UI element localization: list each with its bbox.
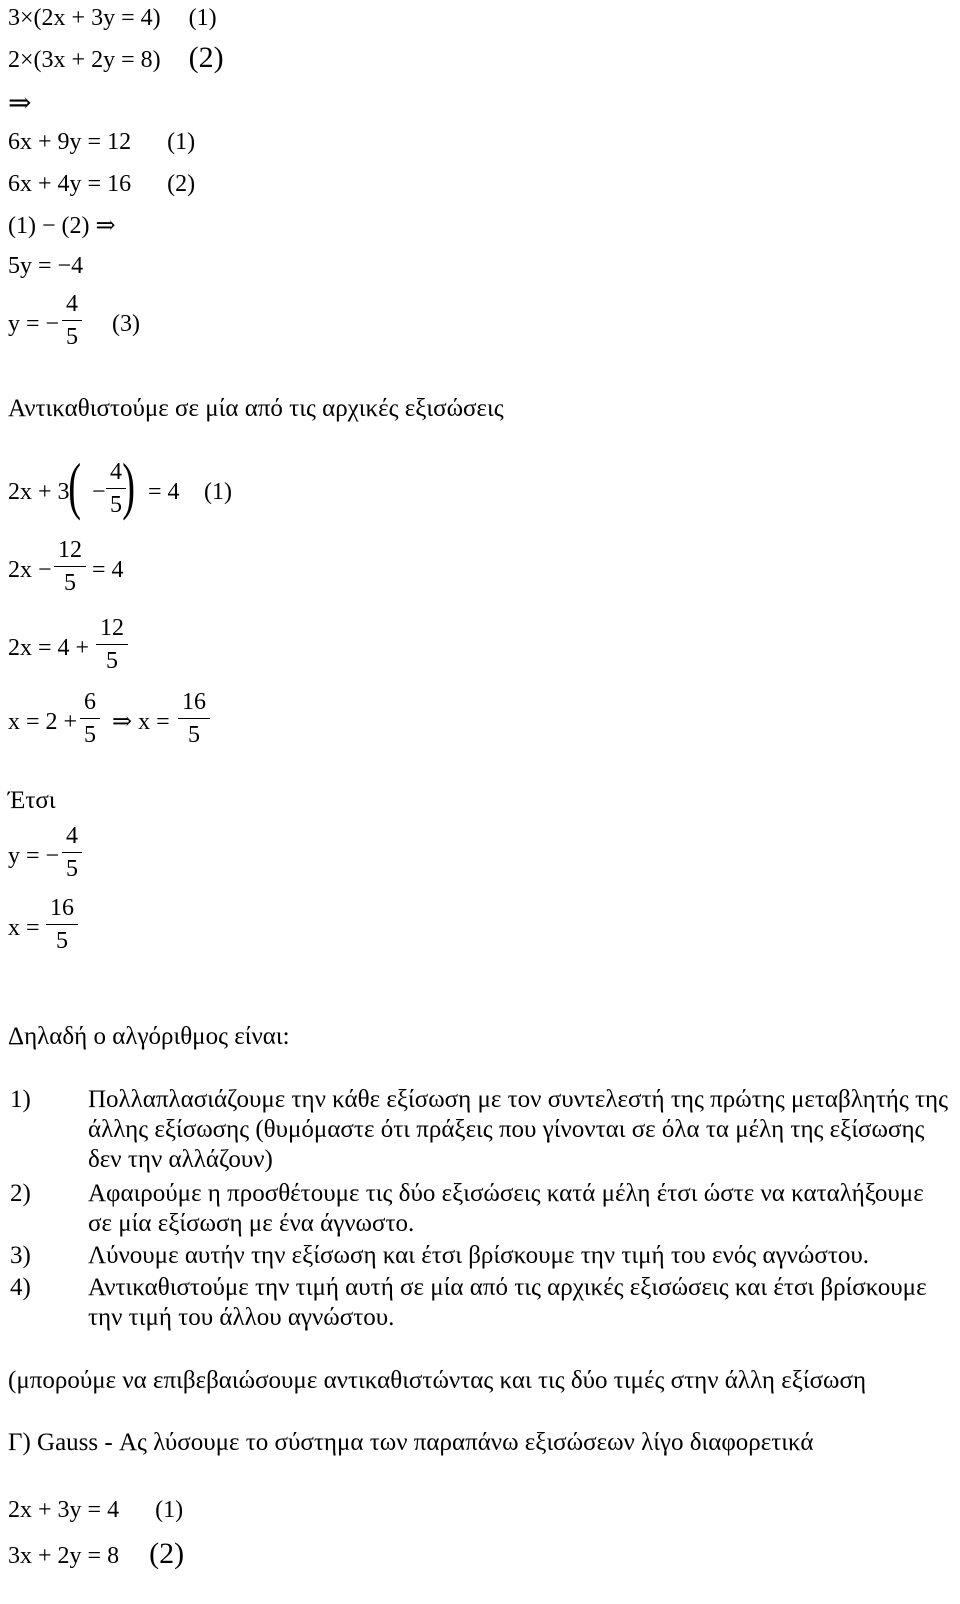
sub-line-3-lhs: 2x = 4 + [8,635,90,661]
equation-tag: (2) [149,1537,185,1570]
equation-line-2 [8,41,224,74]
fraction-sub-2 [54,536,86,597]
right-paren: ) [122,450,136,521]
fraction-denominator: 5 [66,324,78,350]
substitute-paragraph: Αντικαθιστούμε σε μία από τις αρχικές εξισώσεις [8,395,504,422]
thus-label: Έτσι [8,787,56,814]
fraction-numerator: 4 [110,459,122,485]
fraction-numerator: 16 [182,689,206,715]
equation-tag: (2) [188,41,224,74]
sub-line-1-lhs: 2x + 3 [8,479,70,505]
list-item-text: Αντικαθιστούμε την τιμή αυτή σε μία από τις αρχικές εξισώσεις και έτσι βρίσκουμε την τιμή του άλλου αγνώστου. [88,1274,927,1331]
fraction-numerator: 4 [66,291,78,317]
list-item [10,1179,950,1239]
equation-text: 2×(3x + 2y = 8) [8,47,161,73]
list-item [10,1273,950,1333]
list-item-text: Πολλαπλασιάζουμε την κάθε εξίσωση με τον συντελεστή της πρώτης μεταβλητής της άλλης εξίσωσης (θυμόμαστε ότι πράξεις που γίνονται σε όλα τα μέλη της εξίσωσης δεν την αλλάζουν) [88,1086,949,1173]
equation-text: 2x + 3y = 4 [8,1497,120,1523]
sub-line-4-lhs: x = 2 + [8,709,78,735]
list-item [10,1085,950,1175]
fraction-denominator: 5 [84,722,96,748]
fraction-denominator: 5 [64,570,76,596]
fraction-numerator: 16 [50,895,74,921]
list-item-number: 4) [10,1274,31,1301]
equation-tag: (1) [155,1497,184,1523]
implies-arrow-icon: ⇒ [8,88,32,119]
fraction-denominator: 5 [56,928,68,954]
fraction-denominator: 5 [66,856,78,882]
fraction-numerator: 6 [84,689,96,715]
fraction-sub-4b [178,688,210,749]
fraction-result-y [62,822,82,883]
verify-note: (μπορούμε να επιβεβαιώσουμε αντικαθιστώντας και τις δύο τιμές στην άλλη εξίσωση [8,1367,867,1394]
list-item-number: 3) [10,1242,31,1269]
equation-tag: (1) [188,5,217,31]
result-y-lhs: y = − [8,843,60,869]
sub-line-1-rhs: = 4 [148,479,180,505]
algorithm-intro: Δηλαδή ο αλγόριθμος είναι: [8,1023,290,1050]
fraction-bar [80,718,100,719]
list-item [10,1241,950,1271]
fraction-denominator: 5 [110,492,122,518]
equation-tag: (1) [204,479,232,505]
gauss-heading: Γ) Gauss - Ας λύσουμε το σύστημα των παραπάνω εξισώσεων λίγο διαφορετικά [8,1429,814,1456]
equation-text: 6x + 9y = 12 [8,129,132,155]
equation-line-7: 5y = −4 [8,253,84,279]
fraction-bar [54,566,86,567]
equation-text: 3×(2x + 3y = 4) [8,5,161,31]
sub-line-2-rhs: = 4 [92,557,124,583]
list-item-text: Αφαιρούμε η προσθέτουμε τις δύο εξισώσεις κατά μέλη έτσι ώστε να καταλήξουμε σε μία εξίσωση με ένα άγνωστο. [88,1180,924,1237]
equation-line-5 [8,170,195,198]
fraction-bar [62,852,82,853]
fraction-bar [46,924,78,925]
fraction-bar [178,718,210,719]
fraction-denominator: 5 [188,722,200,748]
sub-line-1-minus: − [92,479,106,505]
list-item-number: 1) [10,1086,31,1113]
equation-text: 3x + 2y = 8 [8,1543,120,1569]
fraction-result-x [46,894,78,955]
equation-tag: (3) [112,311,140,337]
equation-line-8-lhs: y = − [8,311,60,337]
equation-tag: (1) [167,129,196,155]
equation-line-4 [8,128,195,156]
equation-line-6: (1) − (2) ⇒ [8,213,116,239]
fraction-denominator: 5 [106,648,118,674]
fraction-numerator: 4 [66,823,78,849]
fraction-numerator: 12 [100,615,124,641]
fraction-sub-3 [96,614,128,675]
result-x-lhs: x = [8,915,40,941]
fraction-sub-4a [80,688,100,749]
sub-line-2-lhs: 2x − [8,557,52,583]
sub-line-4-mid: ⇒ x = [112,709,170,735]
left-paren: ( [68,450,82,521]
equation-text: 6x + 4y = 16 [8,171,132,197]
equation-tag: (2) [167,171,196,197]
fraction-bar [96,644,128,645]
gauss-equation-2 [8,1537,185,1570]
gauss-equation-1 [8,1496,183,1524]
list-item-text: Λύνουμε αυτήν την εξίσωση και έτσι βρίσκουμε την τιμή του ενός αγνώστου. [88,1242,870,1269]
equation-line-1 [8,4,217,32]
fraction-numerator: 12 [58,537,82,563]
list-item-number: 2) [10,1180,31,1207]
fraction-y [62,290,82,351]
fraction-bar [62,320,82,321]
